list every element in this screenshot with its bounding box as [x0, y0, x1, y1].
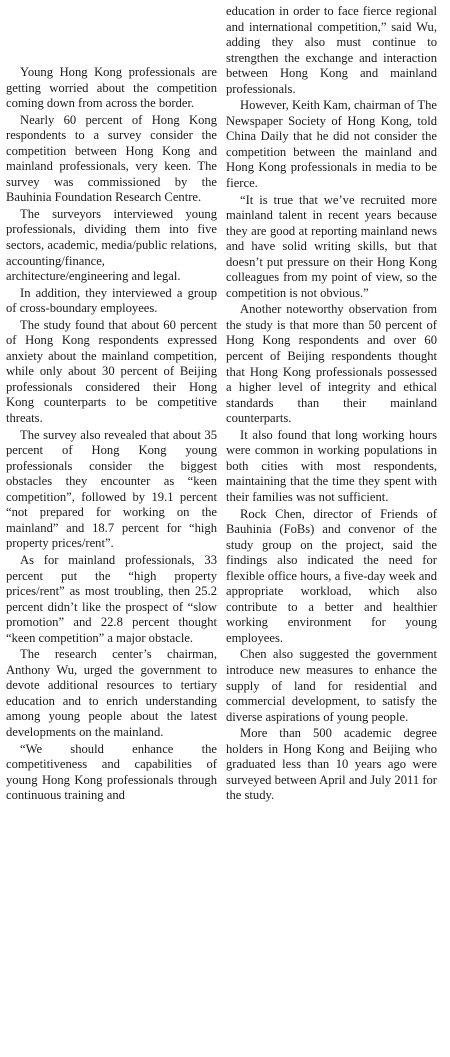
paragraph: Another noteworthy observation from the study is that more than 50 percent of Hong Kong respondents and over 60 percent of Beijing respondents thought that Hong Kong professionals possessed a higher level of integrity and ethical standards than their mainland counterparts.	[226, 302, 437, 426]
paragraph: The study found that about 60 percent of Hong Kong respondents expressed anxiety about the mainland competition, while only about 30 percent of Beijing professionals considered their Hong Kong counterparts to be competitive threats.	[6, 317, 217, 426]
paragraph: As for mainland professionals, 33 percent put the “high property prices/rent” as most troubling, then 25.2 percent didn’t like the prospect of “slow promotion” and 22.8 percent thought “keen competition” a major obstacle.	[6, 552, 217, 645]
paragraph: More than 500 academic degree holders in Hong Kong and Beijing who graduated less than 10 years ago were surveyed between April and July 2011 for the study.	[226, 726, 437, 803]
paragraph: The research center’s chairman, Anthony Wu, urged the government to devote additional resources to tertiary education and to enrich understanding among young people about the latest developments on the mainland.	[6, 647, 217, 739]
paragraph: Nearly 60 percent of Hong Kong respondents to a survey consider the competition between Hong Kong and mainland professionals, very keen. The survey was commissioned by the Bauhinia Foundation Research Centre.	[6, 112, 217, 205]
paragraph: “We should enhance the competitiveness and capabilities of young Hong Kong professionals through continuous training and	[6, 741, 217, 803]
paragraph-continuation: education in order to face fierce regional and international competition,” said Wu, adding they also must continue to strengthen the exchange and interaction between Hong Kong and mainland professionals.	[226, 4, 437, 96]
paragraph: The surveyors interviewed young professionals, dividing them into five sectors, academic, media/public relations, accounting/finance, architecture/engineering and legal.	[6, 206, 217, 284]
paragraph: However, Keith Kam, chairman of The Newspaper Society of Hong Kong, told China Daily that he did not consider the competition between the mainland and Hong Kong professionals in media to be fierce.	[226, 98, 437, 191]
left-column	[6, 4, 217, 1057]
paragraph: Young Hong Kong professionals are getting worried about the competition coming down from across the border.	[6, 65, 217, 111]
paragraph: The survey also revealed that about 35 percent of Hong Kong young professionals consider the biggest obstacles they encounter as “keen competition”, followed by 19.1 percent “not prepared for working on the mainland” and 18.7 percent for “high property prices/rent”.	[6, 427, 217, 551]
paragraph: It also found that long working hours were common in working populations in both cities with most respondents, maintaining that the time they spent with their families was not sufficient.	[226, 427, 437, 504]
paragraph: “It is true that we’ve recruited more mainland talent in recent years because they are good at reporting mainland news and have solid writing skills, but that doesn’t put pressure on their Hong Kong colleagues from my point of view, so the competition is not obvious.”	[226, 192, 437, 300]
paragraph: Chen also suggested the government introduce new measures to enhance the supply of land for residential and commercial development, to satisfy the diverse aspirations of young people.	[226, 647, 437, 724]
right-column	[226, 4, 437, 1057]
paragraph: Rock Chen, director of Friends of Bauhinia (FoBs) and convenor of the study group on the project, said the findings also indicated the need for flexible office hours, a five-day week and appropriate workload, which also contribute to a better and healthier working environment for young employees.	[226, 506, 437, 645]
paragraph: In addition, they interviewed a group of cross-boundary employees.	[6, 285, 217, 316]
